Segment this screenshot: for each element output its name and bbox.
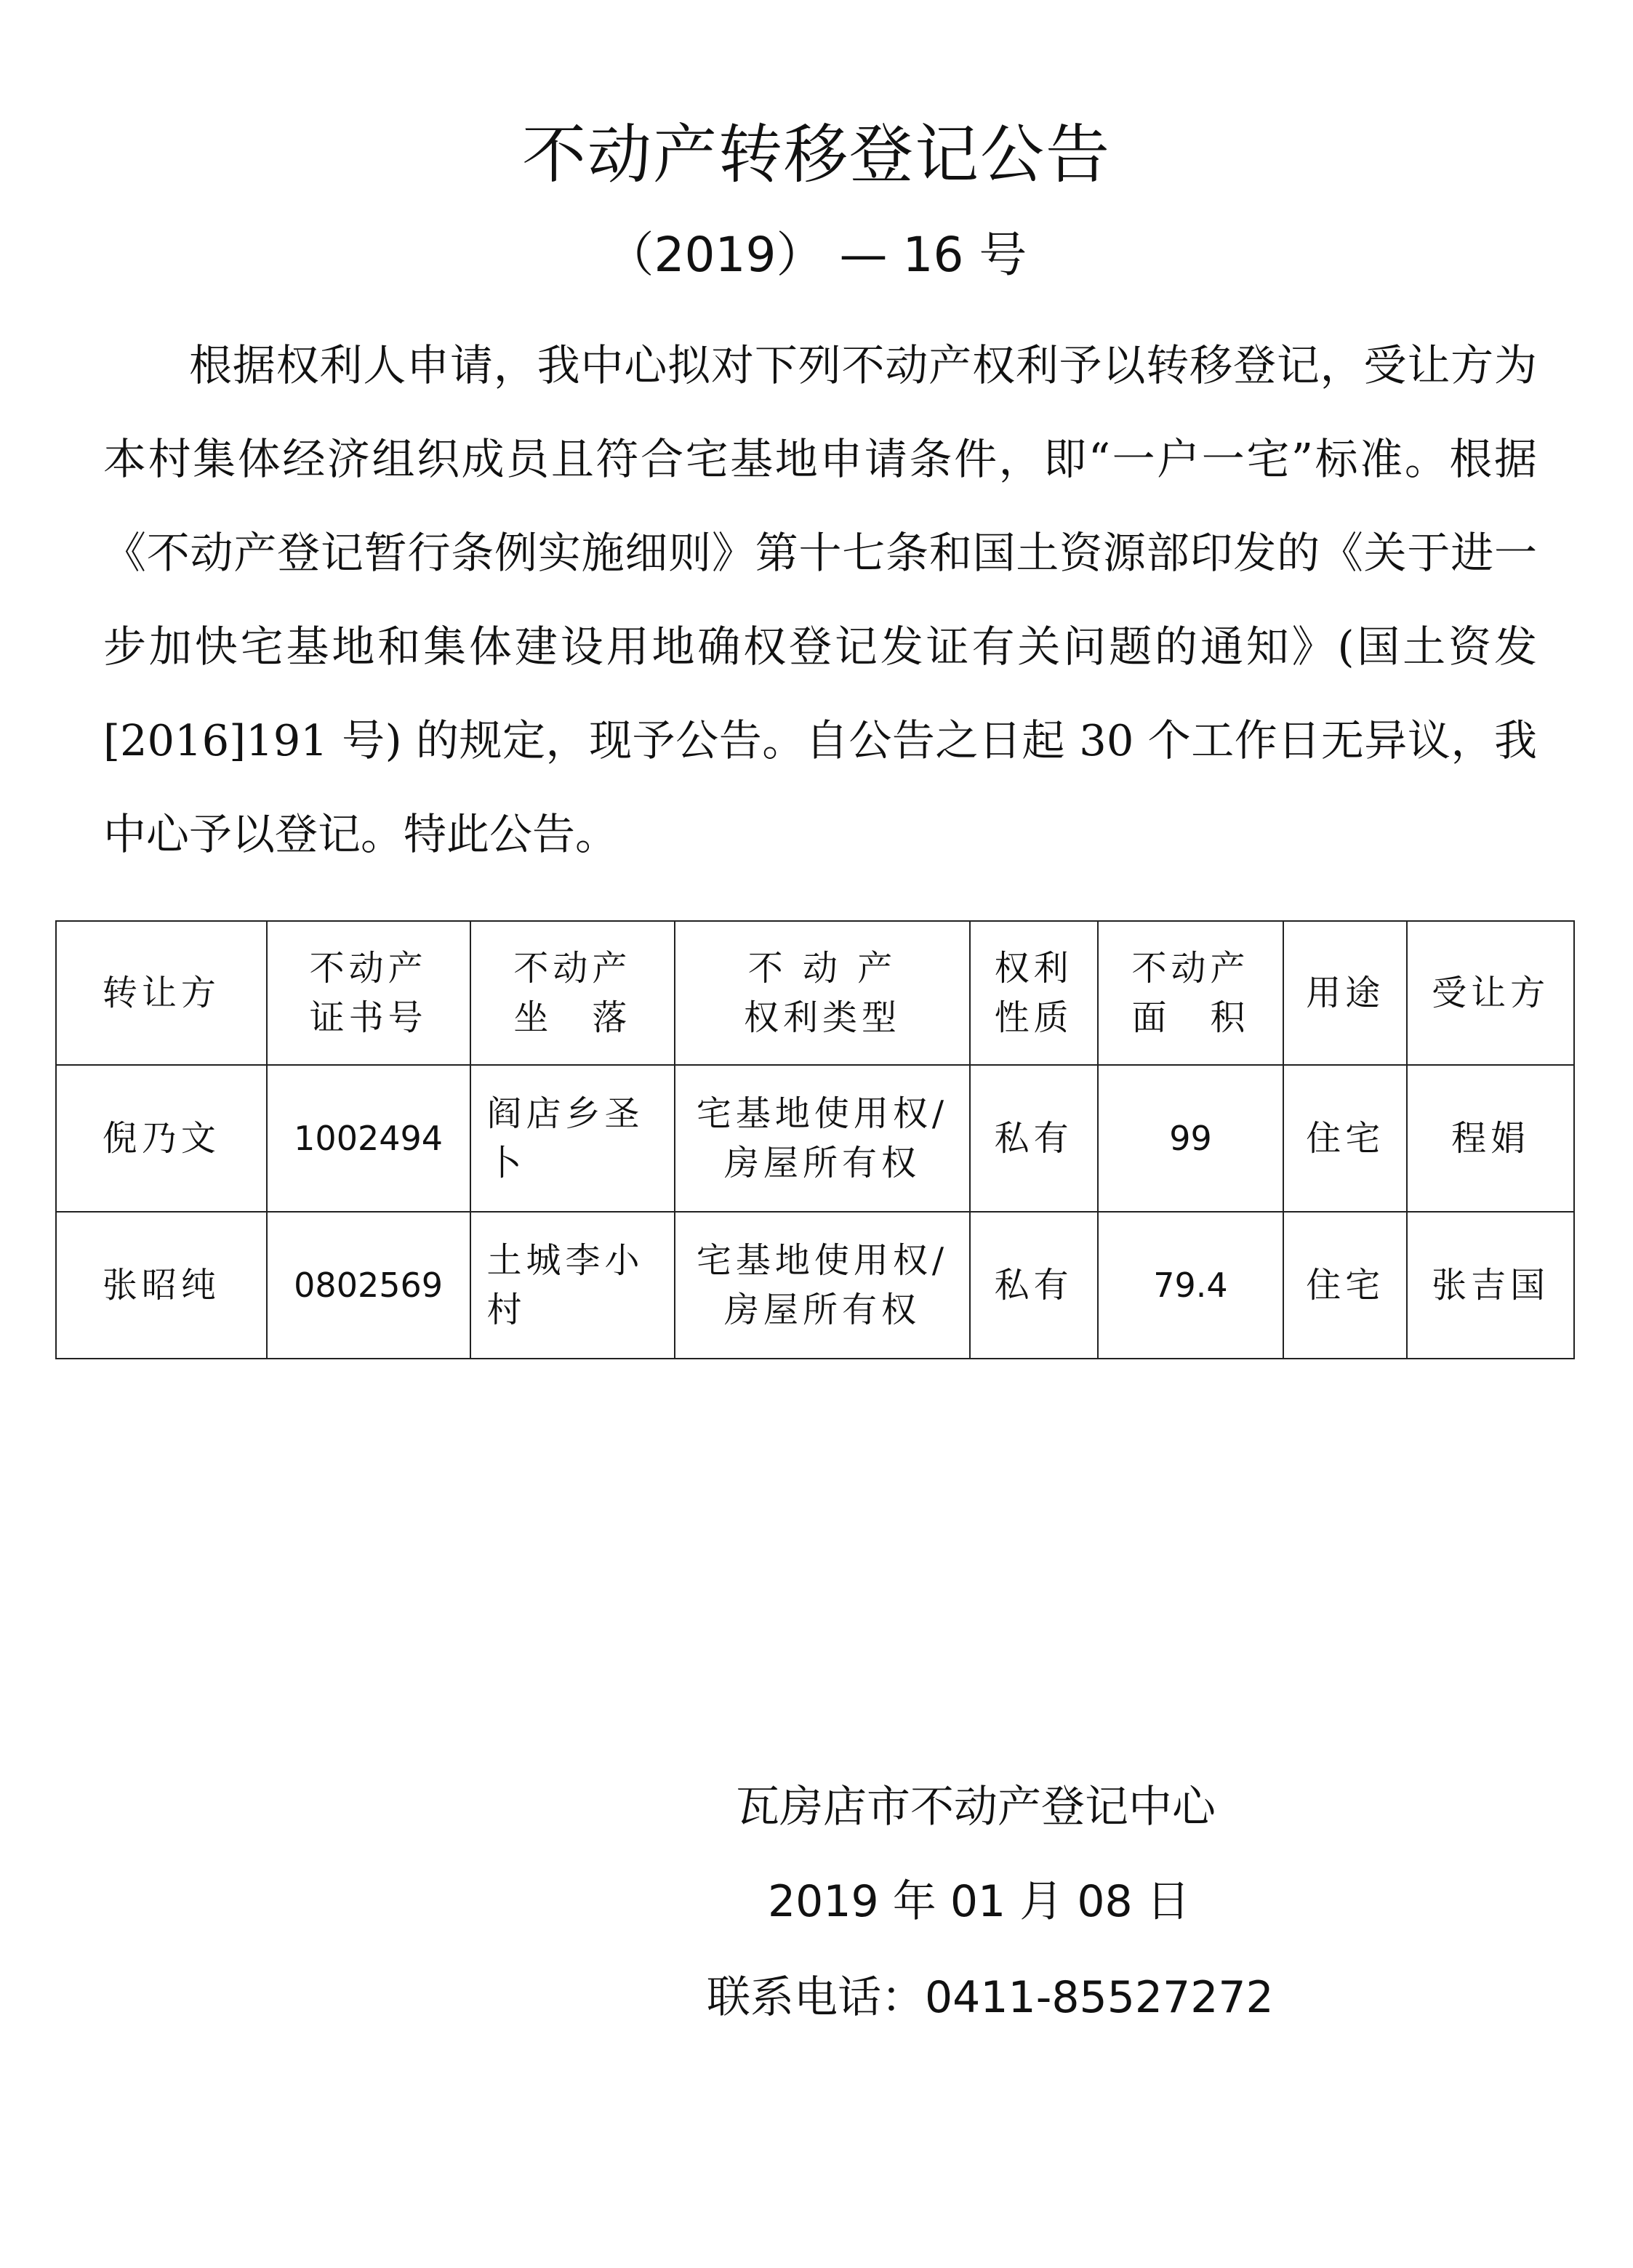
cell-certificate-no: 1002494 xyxy=(267,1065,470,1212)
announcement-body: 根据权利人申请，我中心拟对下列不动产权利予以转移登记，受让方为本村集体经济组织成员且符合宅基地申请条件，即“一户一宅”标准。根据《不动产登记暂行条例实施细则》第十七条和国土资源部印发的《关于进一步加快宅基地和集体建设用地确权登记发证有关问题的通知》(国土资发[2016]191 号) 的规定，现予公告。自公告之日起 30 个工作日无异议，我中心予以登记。特此公告。 xyxy=(103,340,1537,859)
header-transferee: 受让方 xyxy=(1407,921,1574,1065)
table-row xyxy=(56,1065,1574,1212)
cell-location: 土城李小村 xyxy=(470,1212,675,1359)
document-number: （2019） — 16 号 xyxy=(606,227,1027,283)
header-transferor: 转让方 xyxy=(56,921,267,1065)
cell-usage: 住宅 xyxy=(1283,1212,1407,1359)
transfer-table xyxy=(55,920,1575,1359)
header-area: 不动产 面 积 xyxy=(1098,921,1284,1065)
cell-certificate-no: 0802569 xyxy=(267,1212,470,1359)
contact-phone: 联系电话：0411-85527272 xyxy=(707,1972,1274,2023)
header-location: 不动产 坐 落 xyxy=(470,921,675,1065)
cell-location: 阎店乡圣卜 xyxy=(470,1065,675,1212)
cell-transferor: 张昭纯 xyxy=(56,1212,267,1359)
header-usage: 用途 xyxy=(1283,921,1407,1065)
cell-area: 99 xyxy=(1098,1065,1284,1212)
cell-usage: 住宅 xyxy=(1283,1065,1407,1212)
table-header-row xyxy=(56,921,1574,1065)
issuing-organization: 瓦房店市不动产登记中心 xyxy=(736,1782,1216,1833)
cell-transferee: 张吉国 xyxy=(1407,1212,1574,1359)
header-certificate-no: 不动产 证书号 xyxy=(267,921,470,1065)
cell-right-type: 宅基地使用权/房屋所有权 xyxy=(675,1212,969,1359)
issue-date: 2019 年 01 月 08 日 xyxy=(768,1876,1190,1927)
header-right-type: 不 动 产 权利类型 xyxy=(675,921,969,1065)
cell-right-nature: 私有 xyxy=(970,1212,1098,1359)
cell-transferor: 倪乃文 xyxy=(56,1065,267,1212)
cell-right-type: 宅基地使用权/房屋所有权 xyxy=(675,1065,969,1212)
cell-transferee: 程娟 xyxy=(1407,1065,1574,1212)
table-row xyxy=(56,1212,1574,1359)
page-title: 不动产转移登记公告 xyxy=(521,117,1111,192)
header-right-nature: 权利 性质 xyxy=(970,921,1098,1065)
cell-right-nature: 私有 xyxy=(970,1065,1098,1212)
cell-area: 79.4 xyxy=(1098,1212,1284,1359)
